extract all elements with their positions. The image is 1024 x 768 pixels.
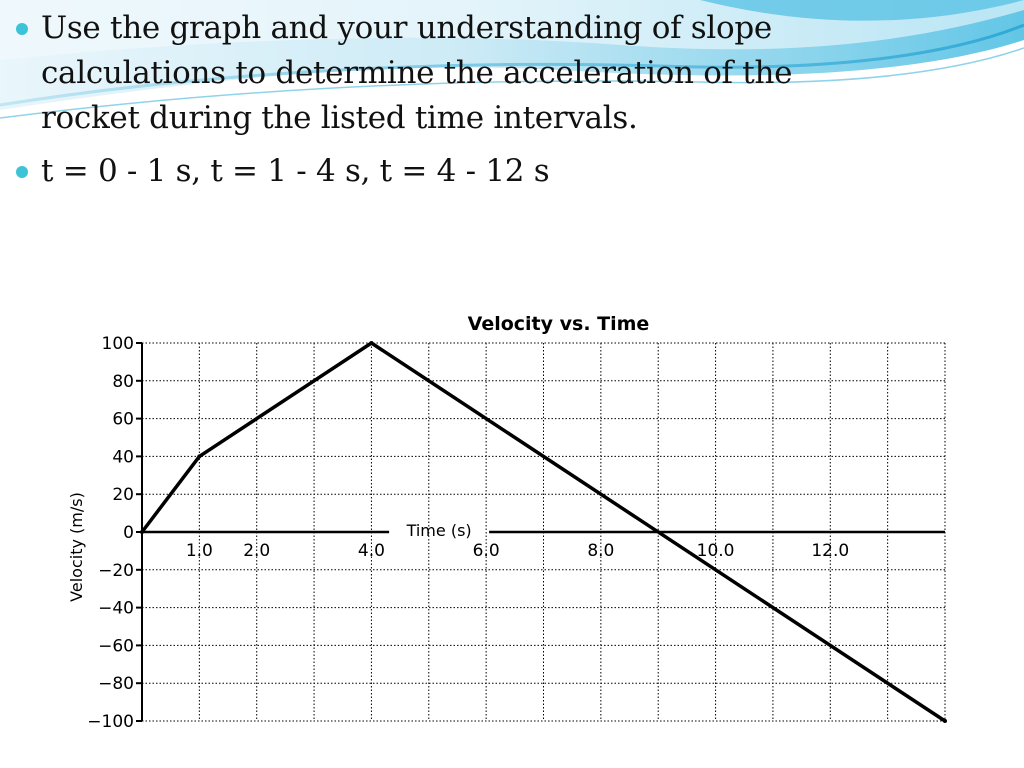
data-point xyxy=(943,719,947,723)
bullet-item xyxy=(14,149,834,194)
chart-axes xyxy=(136,343,945,721)
x-tick-label: 4.0 xyxy=(357,541,385,561)
chart-title: Velocity vs. Time xyxy=(467,313,650,335)
bullet-text: t = 0 - 1 s, t = 1 - 4 s, t = 4 - 12 s xyxy=(41,153,550,189)
y-tick-label: −80 xyxy=(98,674,134,695)
bullet-item xyxy=(14,6,834,141)
x-tick-label: 10.0 xyxy=(696,541,735,561)
bullet-dot-icon xyxy=(16,23,28,35)
y-tick-label: 100 xyxy=(101,334,134,354)
x-tick-label: 6.0 xyxy=(472,541,500,561)
y-tick-label: 0 xyxy=(123,523,134,543)
y-tick-label: 60 xyxy=(112,409,134,430)
velocity-time-chart xyxy=(60,305,960,745)
x-tick-label: 8.0 xyxy=(587,541,615,561)
y-tick-label: 40 xyxy=(112,447,134,468)
x-tick-label: 12.0 xyxy=(811,541,850,561)
data-point xyxy=(369,341,373,345)
y-tick-label: −100 xyxy=(87,712,134,732)
y-tick-label: −20 xyxy=(98,560,134,581)
x-tick-label: 2.0 xyxy=(243,541,271,561)
bullet-dot-icon xyxy=(16,166,28,178)
y-axis-label: Velocity (m/s) xyxy=(67,492,86,602)
bullet-text: Use the graph and your understanding of slope calculations to determine the acceleration of the rocket during the listed time intervals. xyxy=(41,10,793,136)
bullet-list xyxy=(14,6,834,194)
y-tick-label: −40 xyxy=(98,598,134,619)
y-tick-label: 20 xyxy=(112,485,134,506)
y-tick-label: −60 xyxy=(98,636,134,657)
y-tick-label: 80 xyxy=(112,371,134,392)
data-point xyxy=(140,530,144,534)
x-axis-label: Time (s) xyxy=(406,521,472,540)
x-tick-label: 1.0 xyxy=(185,541,213,561)
chart-labels xyxy=(67,313,849,732)
data-point xyxy=(197,454,201,458)
